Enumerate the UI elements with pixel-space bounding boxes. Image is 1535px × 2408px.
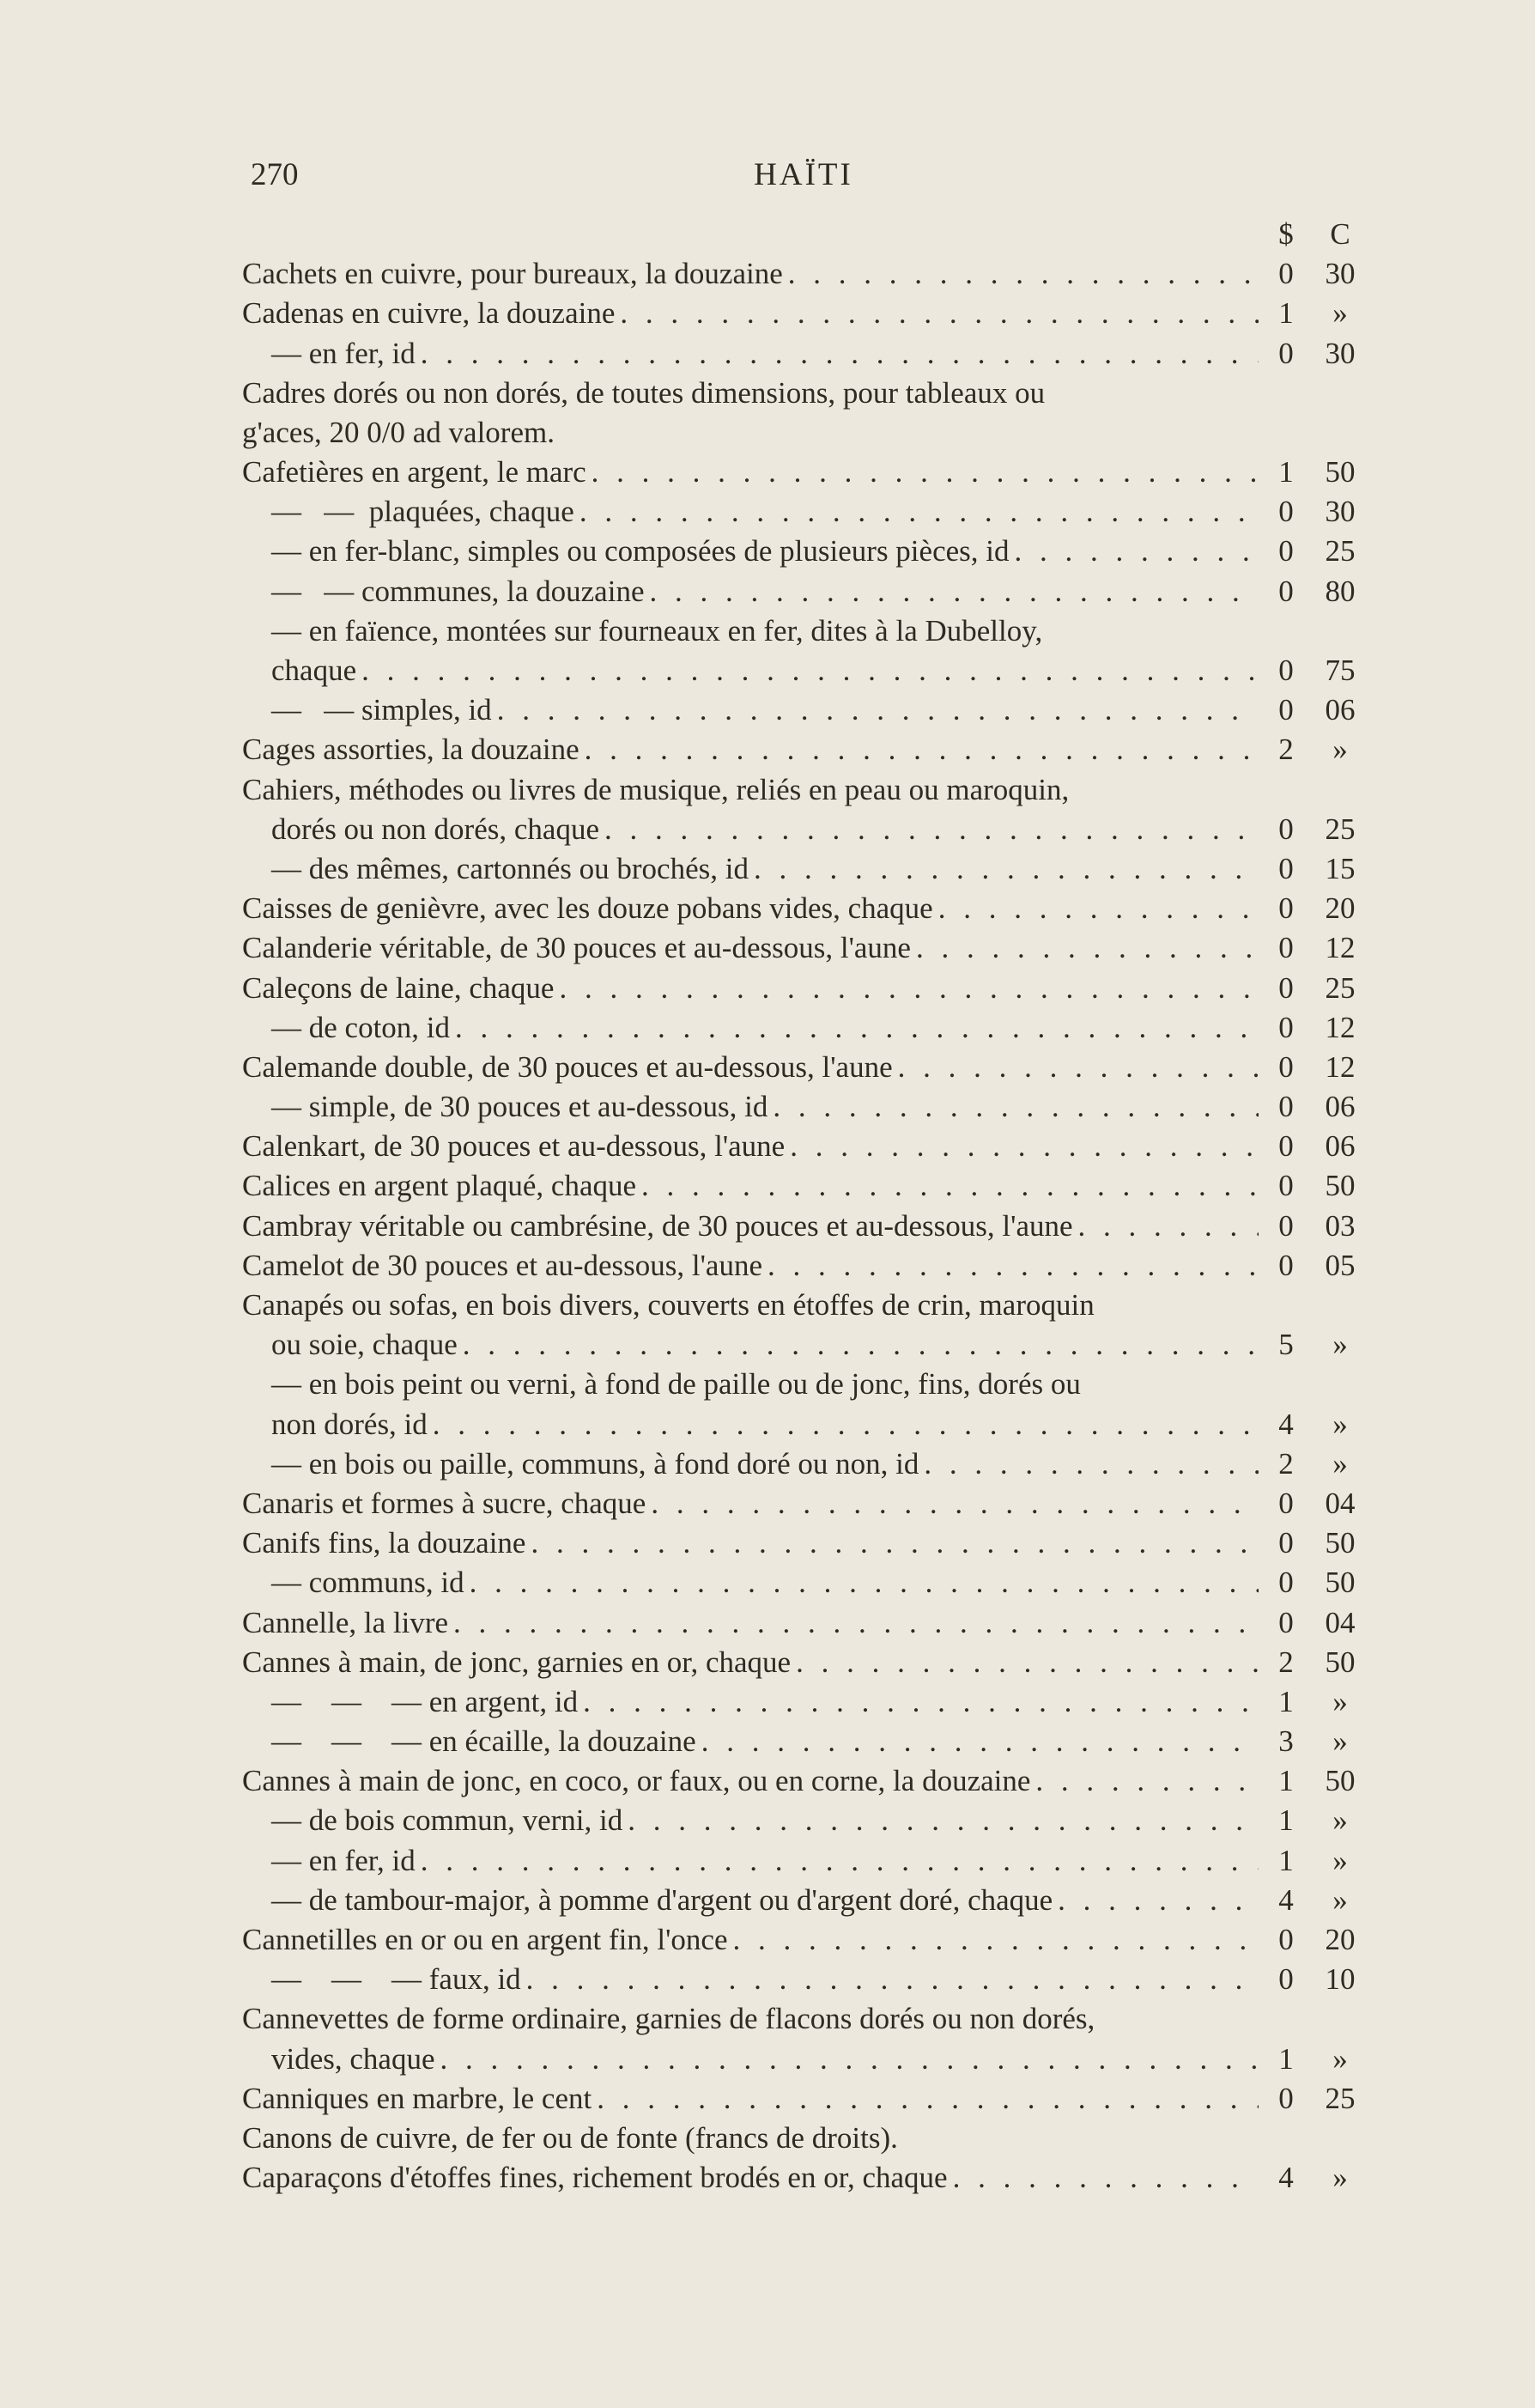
entry-cents: 25	[1325, 812, 1356, 846]
tariff-entry	[242, 849, 1367, 889]
entry-cents: 25	[1325, 2081, 1356, 2115]
entry-description	[242, 254, 1259, 294]
dot-leader	[948, 2158, 1259, 2198]
entry-piastres: 0	[1278, 1605, 1294, 1639]
entry-cents: 12	[1325, 1010, 1356, 1044]
entry-text: g'aces, 20 0/0 ad valorem.	[242, 415, 555, 449]
entry-text: Camelot de 30 pouces et au-dessous, l'aune	[242, 1248, 763, 1282]
entry-text: — en bois peint ou verni, à fond de paille ou de jonc, fins, dorés ou	[271, 1367, 1081, 1402]
entry-text: — de coton, id	[271, 1010, 451, 1044]
dot-leader	[696, 1722, 1259, 1761]
dot-leader	[574, 492, 1259, 532]
entry-text: Cannevettes de forme ordinaire, garnies de flacons dorés ou non dorés,	[242, 2002, 1095, 2036]
tariff-table	[242, 215, 1367, 2198]
tariff-entry	[242, 453, 1367, 492]
dot-leader	[492, 690, 1259, 730]
entry-text: Canaris et formes à sucre, chaque	[242, 1486, 646, 1520]
entry-text: chaque	[271, 654, 357, 688]
entry-description	[242, 928, 1259, 968]
dot-leader	[615, 294, 1259, 333]
entry-cents: 20	[1325, 1923, 1356, 1957]
entry-text: non dorés, id	[271, 1407, 428, 1441]
entry-text: Cafetières en argent, le marc	[242, 455, 586, 490]
entry-cents: 30	[1325, 257, 1356, 291]
entry-piastres: 0	[1278, 1248, 1294, 1282]
entry-description	[242, 1682, 1259, 1722]
dot-leader	[622, 1801, 1259, 1840]
tariff-entry	[242, 2119, 1367, 2158]
tariff-entry	[242, 254, 1367, 294]
entry-piastres: 1	[1278, 1684, 1294, 1718]
tariff-entry	[242, 651, 1367, 690]
entry-text: Caleçons de laine, chaque	[242, 970, 555, 1005]
dot-leader	[1030, 1761, 1259, 1801]
entry-piastres: 5	[1278, 1328, 1294, 1362]
entry-piastres: 0	[1278, 534, 1294, 569]
entry-text: Cannelle, la livre	[242, 1605, 449, 1639]
entry-text: — — communes, la douzaine	[271, 574, 645, 608]
entry-description	[242, 1365, 1259, 1404]
entry-text: dorés ou non dorés, chaque	[271, 812, 599, 846]
dot-leader	[636, 1166, 1259, 1206]
entry-cents: »	[1332, 2161, 1348, 2195]
dot-leader	[1009, 532, 1259, 571]
tariff-entry	[242, 1405, 1367, 1444]
dot-leader	[919, 1444, 1259, 1484]
dot-leader	[791, 1643, 1259, 1682]
tariff-entry	[242, 1761, 1367, 1801]
tariff-entry	[242, 413, 1367, 453]
entry-piastres: 0	[1278, 654, 1294, 688]
entry-description	[242, 2119, 1259, 2158]
running-title: HAÏTI	[754, 157, 853, 192]
entry-description	[242, 611, 1259, 651]
dot-leader	[783, 254, 1259, 294]
entry-cents: 04	[1325, 1486, 1356, 1520]
entry-piastres: 2	[1278, 733, 1294, 767]
entry-cents: »	[1332, 1882, 1348, 1917]
entry-description	[242, 2079, 1259, 2119]
entry-text: — — — en écaille, la douzaine	[271, 1724, 696, 1759]
tariff-entry	[242, 928, 1367, 968]
entry-description	[242, 651, 1259, 690]
entry-cents: 50	[1325, 455, 1356, 490]
entry-text: Calices en argent plaqué, chaque	[242, 1169, 637, 1203]
entry-description	[242, 810, 1259, 849]
entry-piastres: 1	[1278, 455, 1294, 490]
entry-cents: 25	[1325, 534, 1356, 569]
entry-description	[242, 1960, 1259, 1999]
entry-cents: 50	[1325, 1566, 1356, 1600]
tariff-entry	[242, 532, 1367, 572]
tariff-entry	[242, 1802, 1367, 1841]
entry-cents: 50	[1325, 1526, 1356, 1560]
entry-description	[242, 1563, 1259, 1602]
tariff-entry	[242, 1881, 1367, 1920]
entry-text: Cahiers, méthodes ou livres de musique, reliés en peau ou maroquin,	[242, 772, 1070, 806]
tariff-entry	[242, 1484, 1367, 1523]
dot-leader	[428, 1405, 1259, 1444]
tariff-entry	[242, 572, 1367, 611]
entry-cents: 50	[1325, 1645, 1356, 1679]
entry-cents: 50	[1325, 1764, 1356, 1798]
entry-piastres: 0	[1278, 574, 1294, 608]
tariff-entry	[242, 1008, 1367, 1048]
entry-description	[242, 849, 1259, 889]
tariff-entry	[242, 1841, 1367, 1881]
entry-text: — simple, de 30 pouces et au-dessous, id	[271, 1090, 768, 1124]
entry-cents: »	[1332, 1328, 1348, 1362]
tariff-entry	[242, 969, 1367, 1008]
entry-cents: 06	[1325, 1129, 1356, 1164]
entry-cents: 75	[1325, 654, 1356, 688]
tariff-entry	[242, 1207, 1367, 1246]
entry-piastres: 0	[1278, 2081, 1294, 2115]
entry-text: Cannes à main de jonc, en coco, or faux, ou en corne, la douzaine	[242, 1764, 1031, 1798]
entry-text: Cannes à main, de jonc, garnies en or, chaque	[242, 1645, 792, 1679]
entry-piastres: 0	[1278, 1129, 1294, 1164]
entry-description	[242, 334, 1259, 374]
entry-piastres: 0	[1278, 970, 1294, 1005]
entry-description	[242, 1603, 1259, 1643]
entry-cents: »	[1332, 1684, 1348, 1718]
dot-leader	[458, 1325, 1259, 1365]
entry-cents: »	[1332, 1803, 1348, 1838]
entry-text: — en fer, id	[271, 1843, 416, 1877]
entry-piastres: 1	[1278, 2041, 1294, 2076]
entry-text: — — — en argent, id	[271, 1684, 579, 1718]
entry-piastres: 1	[1278, 1803, 1294, 1838]
dot-leader	[525, 1523, 1259, 1563]
dot-leader	[578, 1682, 1259, 1722]
entry-piastres: 4	[1278, 1407, 1294, 1441]
entry-description	[242, 1999, 1259, 2039]
entry-description	[242, 1127, 1259, 1166]
entry-cents: 04	[1325, 1605, 1356, 1639]
entry-piastres: 2	[1278, 1446, 1294, 1481]
dot-leader	[646, 1484, 1259, 1523]
entry-cents: 80	[1325, 574, 1356, 608]
entry-cents: »	[1332, 1407, 1348, 1441]
entry-text: — en fer-blanc, simples ou composées de plusieurs pièces, id	[271, 534, 1010, 569]
entry-description	[242, 1444, 1259, 1484]
entry-piastres: 0	[1278, 1566, 1294, 1600]
entry-description	[242, 1405, 1259, 1444]
entry-description	[242, 1246, 1259, 1286]
entry-description	[242, 690, 1259, 730]
entry-cents: 30	[1325, 495, 1356, 529]
entry-description	[242, 1008, 1259, 1048]
entry-description	[242, 969, 1259, 1008]
entry-piastres: 0	[1278, 257, 1294, 291]
tariff-entry	[242, 810, 1367, 849]
dot-leader	[554, 969, 1259, 1008]
entry-cents: 12	[1325, 931, 1356, 965]
entry-description	[242, 1801, 1259, 1840]
entry-cents: 25	[1325, 970, 1356, 1005]
entry-description	[242, 453, 1259, 492]
dot-leader	[911, 928, 1259, 968]
entry-text: Cachets en cuivre, pour bureaux, la douzaine	[242, 257, 783, 291]
entry-cents: 15	[1325, 851, 1356, 885]
tariff-entry	[242, 1523, 1367, 1563]
entry-description	[242, 1048, 1259, 1087]
entry-cents: 30	[1325, 336, 1356, 370]
entry-description	[242, 1286, 1259, 1325]
tariff-entry	[242, 1127, 1367, 1166]
entry-description	[242, 770, 1259, 810]
entry-description	[242, 1325, 1259, 1365]
tariff-entry	[242, 690, 1367, 730]
entry-piastres: 0	[1278, 891, 1294, 926]
dot-leader	[450, 1008, 1259, 1048]
dot-leader	[644, 572, 1259, 611]
entry-description	[242, 1087, 1259, 1127]
tariff-entry	[242, 1563, 1367, 1602]
entry-description	[242, 532, 1259, 571]
entry-piastres: 0	[1278, 931, 1294, 965]
entry-cents: 06	[1325, 1090, 1356, 1124]
entry-text: Calenkart, de 30 pouces et au-dessous, l'aune	[242, 1129, 786, 1164]
tariff-entry	[242, 611, 1367, 651]
entry-description	[242, 1841, 1259, 1881]
entry-piastres: 4	[1278, 1882, 1294, 1917]
tariff-entry	[242, 1722, 1367, 1761]
entry-text: — — simples, id	[271, 693, 492, 727]
entry-description	[242, 889, 1259, 928]
tariff-entry	[242, 1246, 1367, 1286]
entry-cents: 50	[1325, 1169, 1356, 1203]
entry-cents: »	[1332, 2041, 1348, 2076]
tariff-entry	[242, 1603, 1367, 1643]
tariff-entry	[242, 889, 1367, 928]
entry-description	[242, 492, 1259, 532]
entry-description	[242, 294, 1259, 333]
dot-leader	[749, 849, 1259, 889]
entry-description	[242, 1523, 1259, 1563]
entry-text: Calemande double, de 30 pouces et au-dessous, l'aune	[242, 1049, 893, 1084]
entry-text: Canniques en marbre, le cent	[242, 2081, 592, 2115]
entry-piastres: 1	[1278, 1764, 1294, 1798]
entry-description	[242, 1722, 1259, 1761]
dot-leader	[592, 2079, 1259, 2119]
entry-cents: »	[1332, 1446, 1348, 1481]
entry-text: — communs, id	[271, 1566, 464, 1600]
entry-text: Caparaçons d'étoffes fines, richement brodés en or, chaque	[242, 2161, 948, 2195]
entry-piastres: 0	[1278, 336, 1294, 370]
dot-leader	[356, 651, 1259, 690]
tariff-entry	[242, 1048, 1367, 1087]
entry-cents: »	[1332, 296, 1348, 331]
entry-text: — de bois commun, verni, id	[271, 1803, 623, 1838]
entry-piastres: 0	[1278, 1090, 1294, 1124]
tariff-entry	[242, 492, 1367, 532]
cents-column-header: C	[1330, 216, 1350, 251]
entry-text: ou soie, chaque	[271, 1328, 458, 1362]
entry-cents: »	[1332, 733, 1348, 767]
entry-piastres: 3	[1278, 1724, 1294, 1759]
page-number: 270	[251, 157, 299, 192]
tariff-entry	[242, 2040, 1367, 2079]
entry-piastres: 0	[1278, 1169, 1294, 1203]
entry-piastres: 0	[1278, 1962, 1294, 1997]
dot-leader	[1053, 1881, 1259, 1920]
entry-text: Cages assorties, la douzaine	[242, 733, 579, 767]
entry-description	[242, 374, 1259, 413]
tariff-entry	[242, 730, 1367, 769]
entry-cents: 06	[1325, 693, 1356, 727]
entry-piastres: 0	[1278, 812, 1294, 846]
entry-text: — en fer, id	[271, 336, 416, 370]
entry-text: — des mêmes, cartonnés ou brochés, id	[271, 851, 749, 885]
dot-leader	[785, 1127, 1259, 1166]
entry-cents: 05	[1325, 1248, 1356, 1282]
entry-piastres: 0	[1278, 1208, 1294, 1243]
entry-description	[242, 1166, 1259, 1206]
dot-leader	[728, 1920, 1259, 1960]
tariff-entry	[242, 374, 1367, 413]
entry-piastres: 1	[1278, 296, 1294, 331]
entry-text: — en faïence, montées sur fourneaux en fer, dites à la Dubelloy,	[271, 613, 1043, 648]
dot-leader	[434, 2040, 1259, 2079]
dot-leader	[464, 1563, 1259, 1602]
entry-text: Cambray véritable ou cambrésine, de 30 pouces et au-dessous, l'aune	[242, 1208, 1073, 1243]
tariff-entry	[242, 1920, 1367, 1960]
entry-text: — de tambour-major, à pomme d'argent ou d'argent doré, chaque	[271, 1882, 1053, 1917]
currency-header	[242, 215, 1367, 254]
tariff-entry	[242, 770, 1367, 810]
tariff-entry	[242, 1167, 1367, 1207]
entry-piastres: 0	[1278, 1526, 1294, 1560]
entry-description	[242, 572, 1259, 611]
tariff-entry	[242, 1087, 1367, 1127]
dot-leader	[448, 1603, 1259, 1643]
entry-text: Calanderie véritable, de 30 pouces et au-dessous, l'aune	[242, 931, 911, 965]
tariff-entry	[242, 2158, 1367, 2198]
tariff-entry	[242, 1444, 1367, 1484]
entry-description	[242, 1643, 1259, 1682]
entry-text: Canons de cuivre, de fer ou de fonte (francs de droits).	[242, 2120, 898, 2155]
entry-description	[242, 1920, 1259, 1960]
entry-description	[242, 2040, 1259, 2079]
dot-leader	[416, 1841, 1259, 1881]
entry-text: vides, chaque	[271, 2041, 435, 2076]
dot-leader	[1073, 1207, 1259, 1246]
entry-text: Cadres dorés ou non dorés, de toutes dimensions, pour tableaux ou	[242, 375, 1046, 410]
tariff-entry	[242, 1286, 1367, 1325]
dot-leader	[893, 1048, 1259, 1087]
entry-piastres: 0	[1278, 1010, 1294, 1044]
dot-leader	[521, 1960, 1259, 1999]
entry-text: — en bois ou paille, communs, à fond doré ou non, id	[271, 1446, 919, 1481]
entry-description	[242, 1207, 1259, 1246]
entry-piastres: 4	[1278, 2161, 1294, 2195]
entry-piastres: 2	[1278, 1645, 1294, 1679]
tariff-entry	[242, 2079, 1367, 2119]
tariff-entry	[242, 1999, 1367, 2039]
entry-text: Cannetilles en or ou en argent fin, l'once	[242, 1923, 728, 1957]
tariff-entry	[242, 1643, 1367, 1682]
dot-leader	[768, 1087, 1259, 1127]
entry-text: Canifs fins, la douzaine	[242, 1526, 526, 1560]
entry-piastres: 1	[1278, 1843, 1294, 1877]
entry-text: Canapés ou sofas, en bois divers, couverts en étoffes de crin, maroquin	[242, 1288, 1095, 1323]
entry-cents: »	[1332, 1843, 1348, 1877]
entry-description	[242, 1484, 1259, 1523]
dot-leader	[579, 730, 1259, 769]
tariff-entry	[242, 1325, 1367, 1365]
tariff-entry	[242, 1960, 1367, 1999]
entry-cents: 03	[1325, 1208, 1356, 1243]
entry-text: Cadenas en cuivre, la douzaine	[242, 296, 616, 331]
entry-text: — — — faux, id	[271, 1962, 521, 1997]
entry-piastres: 0	[1278, 1923, 1294, 1957]
entry-cents: 20	[1325, 891, 1356, 926]
dot-leader	[762, 1246, 1259, 1286]
entry-piastres: 0	[1278, 1049, 1294, 1084]
entry-description	[242, 730, 1259, 769]
entry-description	[242, 1881, 1259, 1920]
entry-cents: 12	[1325, 1049, 1356, 1084]
entry-piastres: 0	[1278, 851, 1294, 885]
tariff-entry	[242, 294, 1367, 333]
entry-description	[242, 413, 1259, 453]
dot-leader	[416, 334, 1259, 374]
dot-leader	[586, 453, 1259, 492]
entry-cents: 10	[1325, 1962, 1356, 1997]
entry-description	[242, 1761, 1259, 1801]
tariff-entry	[242, 1365, 1367, 1404]
piastre-column-header: $	[1278, 216, 1294, 251]
dot-leader	[599, 810, 1259, 849]
entry-description	[242, 2158, 1259, 2198]
page-header	[251, 156, 1356, 208]
tariff-entry	[242, 334, 1367, 374]
entry-text: — — plaquées, chaque	[271, 495, 574, 529]
entry-cents: »	[1332, 1724, 1348, 1759]
entry-piastres: 0	[1278, 495, 1294, 529]
entry-piastres: 0	[1278, 693, 1294, 727]
tariff-entry	[242, 1682, 1367, 1722]
entry-text: Caisses de genièvre, avec les douze pobans vides, chaque	[242, 891, 933, 926]
dot-leader	[933, 889, 1259, 928]
entry-piastres: 0	[1278, 1486, 1294, 1520]
